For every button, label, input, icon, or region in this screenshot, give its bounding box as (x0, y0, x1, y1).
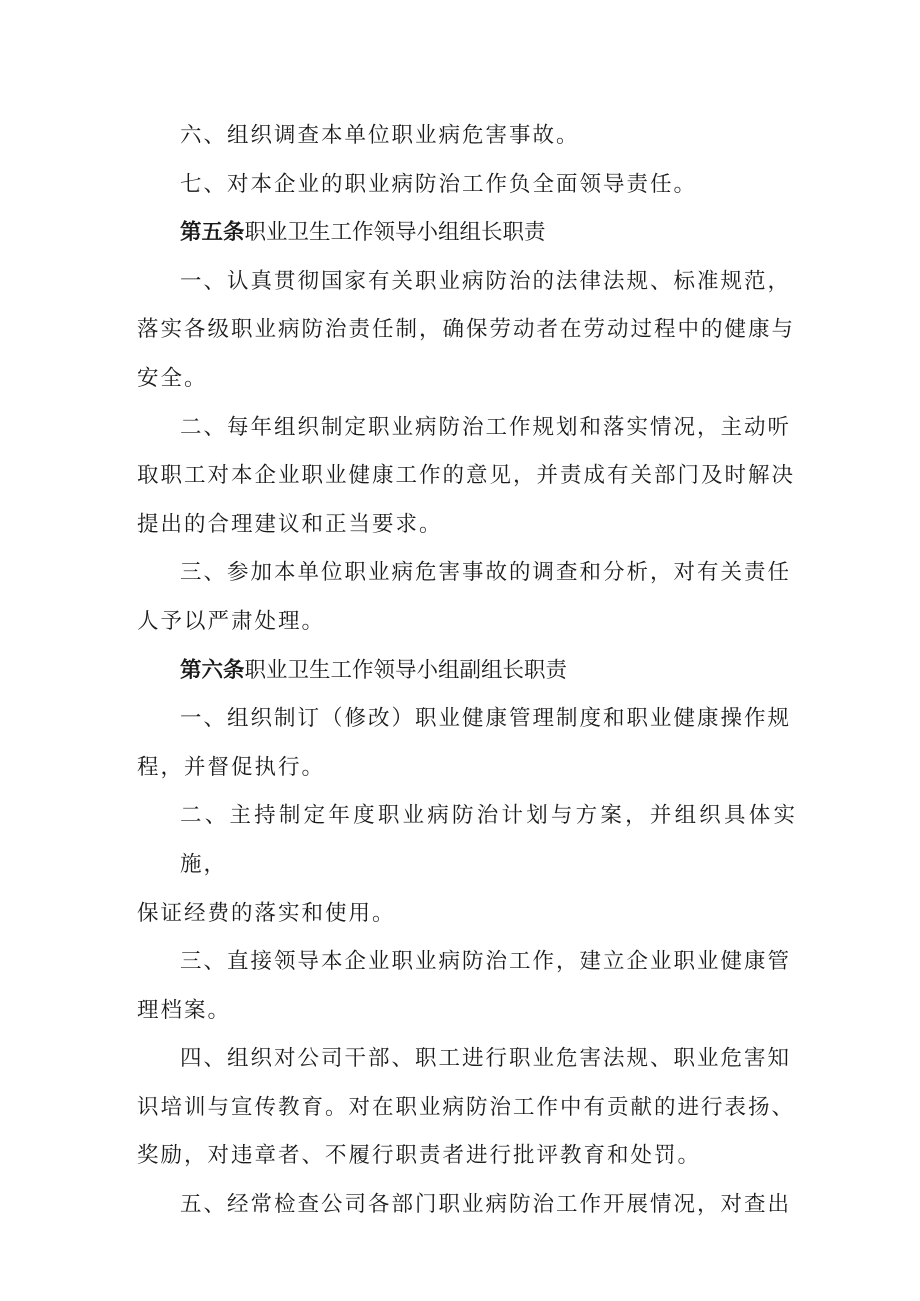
paragraph-line: 二、每年组织制定职业病防治工作规划和落实情况，主动听 (180, 414, 792, 440)
heading-line (137, 209, 797, 258)
article-title: 职业卫生工作领导小组组长职责 (244, 220, 546, 246)
paragraph-line: 一、组织制订（修改）职业健康管理制度和职业健康操作规 (180, 706, 792, 732)
paragraph-article6-item3 (137, 938, 797, 1035)
paragraph-article5-item1 (137, 258, 797, 404)
article-label: 第六条 (180, 657, 245, 683)
paragraph-line: 安全。 (137, 365, 208, 391)
paragraph-line: 提出的合理建议和正当要求。 (137, 511, 443, 537)
paragraph-line: 理档案。 (137, 997, 232, 1023)
paragraph-line: 保证经费的落实和使用。 (137, 900, 396, 926)
article-label: 第五条 (180, 220, 245, 246)
paragraph-line: 五、经常检查公司各部门职业病防治工作开展情况，对查出 (180, 1192, 792, 1218)
paragraph-article6-item5 (137, 1181, 797, 1230)
paragraph-line: 识培训与宣传教育。对在职业病防治工作中有贡献的进行表扬、 (137, 1094, 796, 1120)
paragraph-article6-item4 (137, 1035, 797, 1181)
paragraph-line: 奖励，对违章者、不履行职责者进行批评教育和处罚。 (137, 1143, 702, 1169)
article-6-heading (137, 647, 797, 696)
paragraph-article5-item2 (137, 404, 797, 550)
paragraph-line: 四、组织对公司干部、职工进行职业危害法规、职业危害知 (180, 1046, 792, 1072)
article-title: 职业卫生工作领导小组副组长职责 (244, 657, 568, 683)
paragraph-line: 三、直接领导本企业职业病防治工作，建立企业职业健康管 (180, 949, 792, 975)
paragraph-line: 七、对本企业的职业病防治工作负全面领导责任。 (180, 171, 698, 197)
paragraph-line: 三、参加本单位职业病危害事故的调查和分析，对有关责任 (180, 560, 792, 586)
paragraph-line: 程，并督促执行。 (137, 754, 326, 780)
article-5-heading (137, 209, 797, 258)
paragraph-article6-item1 (137, 695, 797, 792)
paragraph-line: 六、组织调查本单位职业病危害事故。 (180, 123, 580, 148)
paragraph-line: 落实各级职业病防治责任制，确保劳动者在劳动过程中的健康与 (137, 317, 796, 343)
paragraph-item-7 (137, 161, 797, 210)
paragraph-article6-item2 (137, 792, 797, 938)
heading-line (137, 647, 797, 696)
paragraph-line: 人予以严肃处理。 (137, 608, 326, 634)
paragraph-line: 取职工对本企业职业健康工作的意见，并责成有关部门及时解决 (137, 463, 796, 489)
paragraph-line: 二、主持制定年度职业病防治计划与方案，并组织具体实施， (180, 803, 797, 877)
paragraph-item-6 (137, 112, 797, 161)
document-body (137, 112, 797, 1230)
paragraph-article5-item3 (137, 549, 797, 646)
paragraph-line: 一、认真贯彻国家有关职业病防治的法律法规、标准规范， (180, 268, 792, 294)
